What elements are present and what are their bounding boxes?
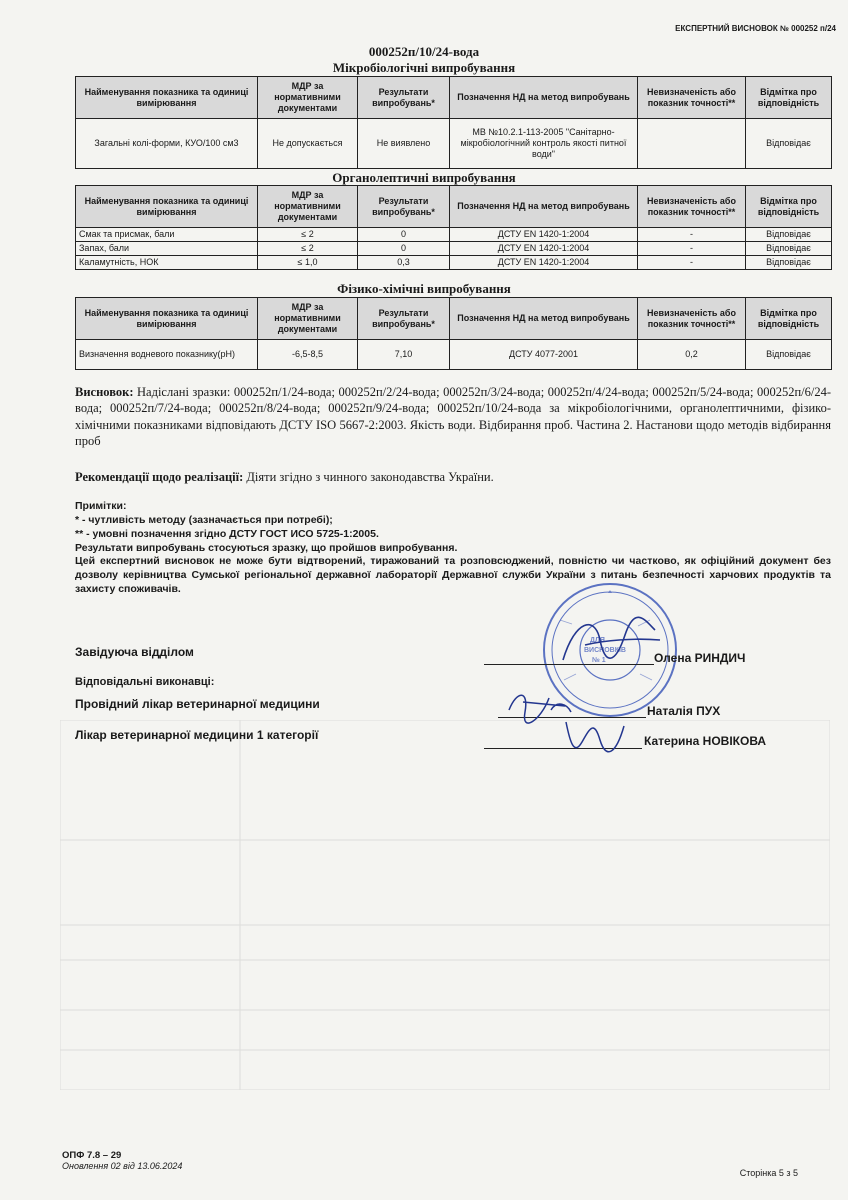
table-cell: Відповідає	[746, 119, 832, 169]
column-header: Відмітка про відповідність	[746, 186, 832, 228]
table-row	[76, 340, 832, 370]
table-row	[76, 242, 832, 256]
column-header: Невизначеність або показник точності**	[638, 186, 746, 228]
table-row	[76, 228, 832, 242]
conclusion-text: Надіслані зразки: 000252п/1/24-вода; 000252п/2/24-вода; 000252п/3/24-вода; 000252п/4/24-вода; 000252п/5/24-вода; 000252п/6/24-вода; 000252п/7/24-вода; 000252п/8/24-вода; 000252п/9/24-вода; 000252п/10/24-вода за мікробіологічними, органолептичними, фізико-хімічними показниками відповідають ДСТУ ISO 5667-2:2003. Якість води. Відбирання проб. Частина 2. Настанови щодо методів відбирання проб	[75, 385, 831, 448]
table-cell: Загальні колі-форми, КУО/100 см3	[76, 119, 258, 169]
head-of-department-label: Завідуюча відділом	[75, 645, 194, 659]
table-cell: ДСТУ EN 1420-1:2004	[450, 228, 638, 242]
table-cell: Не допускається	[258, 119, 358, 169]
column-header: Позначення НД на метод випробувань	[450, 298, 638, 340]
note-item: ** - умовні позначення згідно ДСТУ ГОСТ ИСО 5725-1:2005.	[75, 527, 379, 540]
table-cell: Запах, бали	[76, 242, 258, 256]
form-update: Оновлення 02 від 13.06.2024	[62, 1161, 183, 1171]
column-header: Позначення НД на метод випробувань	[450, 77, 638, 119]
notes-title: Примітки:	[75, 500, 127, 512]
notes-block	[75, 500, 831, 597]
executor-1-name: Наталія ПУХ	[647, 704, 721, 718]
table-cell: Каламутність, НОК	[76, 256, 258, 270]
form-code: ОПФ 7.8 – 29	[62, 1150, 122, 1161]
document-reference: ЕКСПЕРТНИЙ ВИСНОВОК № 000252 п/24	[675, 24, 836, 33]
column-header: МДР за нормативними документами	[258, 298, 358, 340]
table-cell: 0,3	[358, 256, 450, 270]
table-cell: -	[638, 256, 746, 270]
table-header-row	[76, 186, 832, 228]
column-header: Відмітка про відповідність	[746, 77, 832, 119]
table-cell: 0	[358, 228, 450, 242]
table-cell: ≤ 2	[258, 228, 358, 242]
recommendation-paragraph	[75, 470, 831, 485]
table-cell: ДСТУ EN 1420-1:2004	[450, 242, 638, 256]
head-of-department-name: Олена РИНДИЧ	[654, 651, 746, 665]
column-header: Результати випробувань*	[358, 186, 450, 228]
table-header-row	[76, 298, 832, 340]
table-cell: ≤ 2	[258, 242, 358, 256]
table-cell: Відповідає	[746, 256, 832, 270]
table-cell: -	[638, 228, 746, 242]
column-header: Невизначеність або показник точності**	[638, 77, 746, 119]
executors-label: Відповідальні виконавці:	[75, 676, 215, 688]
column-header: Позначення НД на метод випробувань	[450, 186, 638, 228]
form-footer	[62, 1150, 182, 1171]
signature-executor-2	[560, 712, 630, 762]
executor-2-name: Катерина НОВІКОВА	[644, 734, 767, 748]
table-cell: 0	[358, 242, 450, 256]
table-cell: ≤ 1,0	[258, 256, 358, 270]
column-header: Відмітка про відповідність	[746, 298, 832, 340]
recommendation-label: Рекомендації щодо реалізації:	[75, 470, 244, 484]
column-header: Результати випробувань*	[358, 298, 450, 340]
table-cell: 7,10	[358, 340, 450, 370]
table-cell: Відповідає	[746, 228, 832, 242]
table-cell: Смак та присмак, бали	[76, 228, 258, 242]
table-cell: -6,5-8,5	[258, 340, 358, 370]
table-cell: -	[638, 242, 746, 256]
table-cell: ДСТУ EN 1420-1:2004	[450, 256, 638, 270]
svg-text:№ 1: № 1	[592, 657, 606, 664]
note-item: Результати випробувань стосуються зразку, що пройшов випробування.	[75, 541, 458, 554]
table-cell	[638, 119, 746, 169]
column-header: МДР за нормативними документами	[258, 77, 358, 119]
column-header: МДР за нормативними документами	[258, 186, 358, 228]
sample-number: 000252п/10/24-вода	[368, 44, 480, 59]
table-cell: МВ №10.2.1-113-2005 "Санітарно-мікробіологічний контроль якості питної води"	[450, 119, 638, 169]
table-cell: Відповідає	[746, 340, 832, 370]
executor-1-position: Провідний лікар ветеринарної медицини	[75, 697, 320, 711]
table-row	[76, 256, 832, 270]
table-header-row	[76, 77, 832, 119]
table-row	[76, 119, 832, 169]
column-header: Невизначеність або показник точності**	[638, 298, 746, 340]
column-header: Результати випробувань*	[358, 77, 450, 119]
page-number: Сторінка 5 з 5	[739, 1168, 798, 1178]
physchem-table	[75, 297, 832, 370]
note-item: * - чутливість методу (зазначається при потребі);	[75, 513, 333, 526]
column-header: Найменування показника та одиниці вимірювання	[76, 186, 258, 228]
organo-table	[75, 185, 832, 270]
bleed-through-texture	[60, 720, 830, 1090]
micro-table	[75, 76, 832, 169]
table-cell: Визначення водневого показнику(pH)	[76, 340, 258, 370]
recommendation-text: Діяти згідно з чинного законодавства України.	[246, 470, 494, 484]
table-cell: ДСТУ 4077-2001	[450, 340, 638, 370]
svg-text:ДЛЯ: ДЛЯ	[590, 637, 605, 644]
table-cell: Відповідає	[746, 242, 832, 256]
column-header: Найменування показника та одиниці вимірювання	[76, 298, 258, 340]
conclusion-paragraph	[75, 384, 831, 449]
table-cell: Не виявлено	[358, 119, 450, 169]
section-title-physchem: Фізико-хімічні випробування	[337, 281, 511, 296]
section-title-micro: Мікробіологічні випробування	[332, 60, 516, 75]
svg-text:ВИСНОВКІВ: ВИСНОВКІВ	[584, 647, 626, 654]
section-title-organo: Органолептичні випробування	[332, 170, 516, 185]
signature-head	[555, 610, 665, 670]
column-header: Найменування показника та одиниці вимірювання	[76, 77, 258, 119]
conclusion-label: Висновок:	[75, 385, 134, 399]
note-item: Цей експертний висновок не може бути відтворений, тиражований та розповсюджений, повністю чи частково, як офіційний документ без дозволу керівництва Сумської регіональної державної лабораторії Державної служби України з питань безпечності харчових продуктів та захисту споживачів.	[75, 555, 831, 596]
executor-2-position: Лікар ветеринарної медицини 1 категорії	[75, 728, 319, 742]
table-cell: 0,2	[638, 340, 746, 370]
